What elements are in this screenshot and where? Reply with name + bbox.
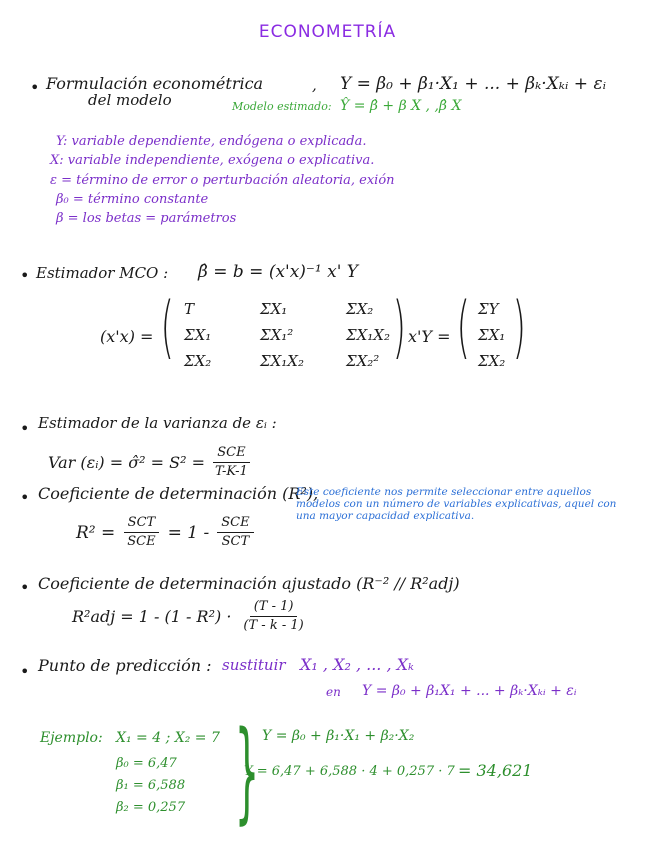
bullet-prediccion: • — [20, 662, 30, 681]
prediccion-label: Punto de predicción : — [38, 656, 212, 675]
varianza-label: Estimador de la varianza de εᵢ : — [38, 414, 277, 432]
xx-cell: ΣX₁X₂ — [260, 352, 304, 370]
r2adj-formula — [72, 598, 308, 635]
xx-cell: ΣX₂ — [184, 352, 212, 370]
right-paren: ) — [512, 288, 526, 367]
r2adj-fraction — [239, 598, 307, 635]
definition-b0: β₀ = término constante — [56, 192, 209, 207]
r2adj-label: Coeficiente de determinación ajustado (R⁻² // R²adj) — [38, 574, 460, 593]
xx-cell: T — [184, 300, 195, 318]
xy-cell: ΣY — [478, 300, 499, 318]
r2adj-lhs: R²adj = 1 - (1 - R²) · — [72, 607, 232, 626]
estimated-model-label: Modelo estimado: — [232, 100, 332, 113]
r2-num-1: SCT — [124, 514, 160, 533]
r2-den-2: SCT — [221, 534, 250, 549]
xy-cell: ΣX₂ — [478, 352, 506, 370]
xy-label: x'Y = — [408, 327, 451, 346]
formulacion-label: Formulación econométrica — [46, 74, 264, 93]
ejemplo-b0: β₀ = 6,47 — [116, 756, 177, 771]
xy-cell: ΣX₁ — [478, 326, 506, 344]
xx-cell: ΣX₁ — [260, 300, 288, 318]
ejemplo-result: = 34,621 — [458, 761, 533, 780]
ejemplo-b1: β₁ = 6,588 — [116, 778, 186, 793]
right-paren: ) — [392, 288, 406, 367]
ejemplo-label: Ejemplo: — [40, 730, 103, 746]
r2-num-2: SCE — [217, 514, 253, 533]
mco-label: Estimador MCO : — [36, 264, 169, 282]
xx-cell: ΣX₁² — [260, 326, 294, 344]
ejemplo-model: Y = β₀ + β₁·X₁ + β₂·X₂ — [262, 728, 415, 744]
r2adj-den: (T - k - 1) — [243, 618, 304, 633]
ejemplo-b2: β₂ = 0,257 — [116, 800, 186, 815]
r2-mid: = 1 - — [167, 522, 210, 543]
prediccion-action: sustituir — [222, 656, 286, 674]
formulacion-label-2: del modelo — [88, 91, 172, 109]
xx-cell: ΣX₂ — [346, 300, 374, 318]
ejemplo-calc: Y = 6,47 + 6,588 · 4 + 0,257 · 7 — [244, 764, 455, 779]
definition-beta: β = los betas = parámetros — [56, 211, 237, 226]
varianza-lhs: Var (εᵢ) = σ̂² = S² = — [48, 453, 206, 472]
formulacion-separator: , — [312, 76, 317, 94]
xx-cell: ΣX₁X₂ — [346, 326, 390, 344]
varianza-num: SCE — [213, 444, 249, 463]
left-paren: ( — [160, 288, 174, 367]
prediccion-vars: X₁ , X₂ , ... , Xₖ — [300, 655, 414, 674]
bullet-mco: • — [20, 266, 30, 285]
prediccion-equation: Y = β₀ + β₁X₁ + ... + βₖ·Xₖᵢ + εᵢ — [362, 683, 577, 699]
varianza-fraction — [211, 444, 252, 481]
definition-error: ε = término de error o perturbación aleatoria, exión — [50, 173, 395, 188]
bullet-r2: • — [20, 488, 30, 507]
r2-fraction-1 — [123, 514, 159, 551]
bullet-r2adj: • — [20, 578, 30, 597]
ejemplo-values: X₁ = 4 ; X₂ = 7 — [116, 730, 220, 746]
right-brace: } — [234, 707, 260, 835]
left-paren: ( — [456, 288, 470, 367]
definition-x: X: variable independiente, exógena o explicativa. — [50, 153, 375, 168]
xx-matrix-grid — [184, 300, 406, 370]
xx-label: (x'x) = — [100, 327, 154, 346]
varianza-formula — [48, 444, 252, 481]
r2-lhs: R² = — [76, 522, 116, 543]
r2-label: Coeficiente de determinación (R²), — [38, 484, 319, 503]
r2-formula — [76, 514, 254, 551]
model-equation: Y = β₀ + β₁·X₁ + ... + βₖ·Xₖᵢ + εᵢ — [340, 74, 606, 94]
xx-cell: ΣX₂² — [346, 352, 380, 370]
prediccion-en: en — [326, 685, 341, 699]
r2-note: Este coeficiente nos permite seleccionar entre aquellos modelos con un número de variables explicativas, aquel con una mayor capacidad explicativa. — [296, 486, 617, 522]
xx-cell: ΣX₁ — [184, 326, 212, 344]
mco-equation: β̂ = b = (x'x)⁻¹ x' Y — [198, 262, 359, 282]
bullet-varianza: • — [20, 419, 30, 438]
page-title: ECONOMETRÍA — [258, 22, 397, 42]
estimated-model-equation: Ŷ = β̂ + β X , ,β̂ X — [340, 98, 462, 114]
r2-den-1: SCE — [127, 534, 156, 549]
bullet-formulacion: • — [30, 78, 40, 97]
r2-fraction-2 — [217, 514, 253, 551]
definition-y: Y: variable dependiente, endógena o explicada. — [56, 134, 367, 149]
r2adj-num: (T - 1) — [250, 598, 298, 617]
varianza-den: T-K-1 — [215, 464, 248, 479]
